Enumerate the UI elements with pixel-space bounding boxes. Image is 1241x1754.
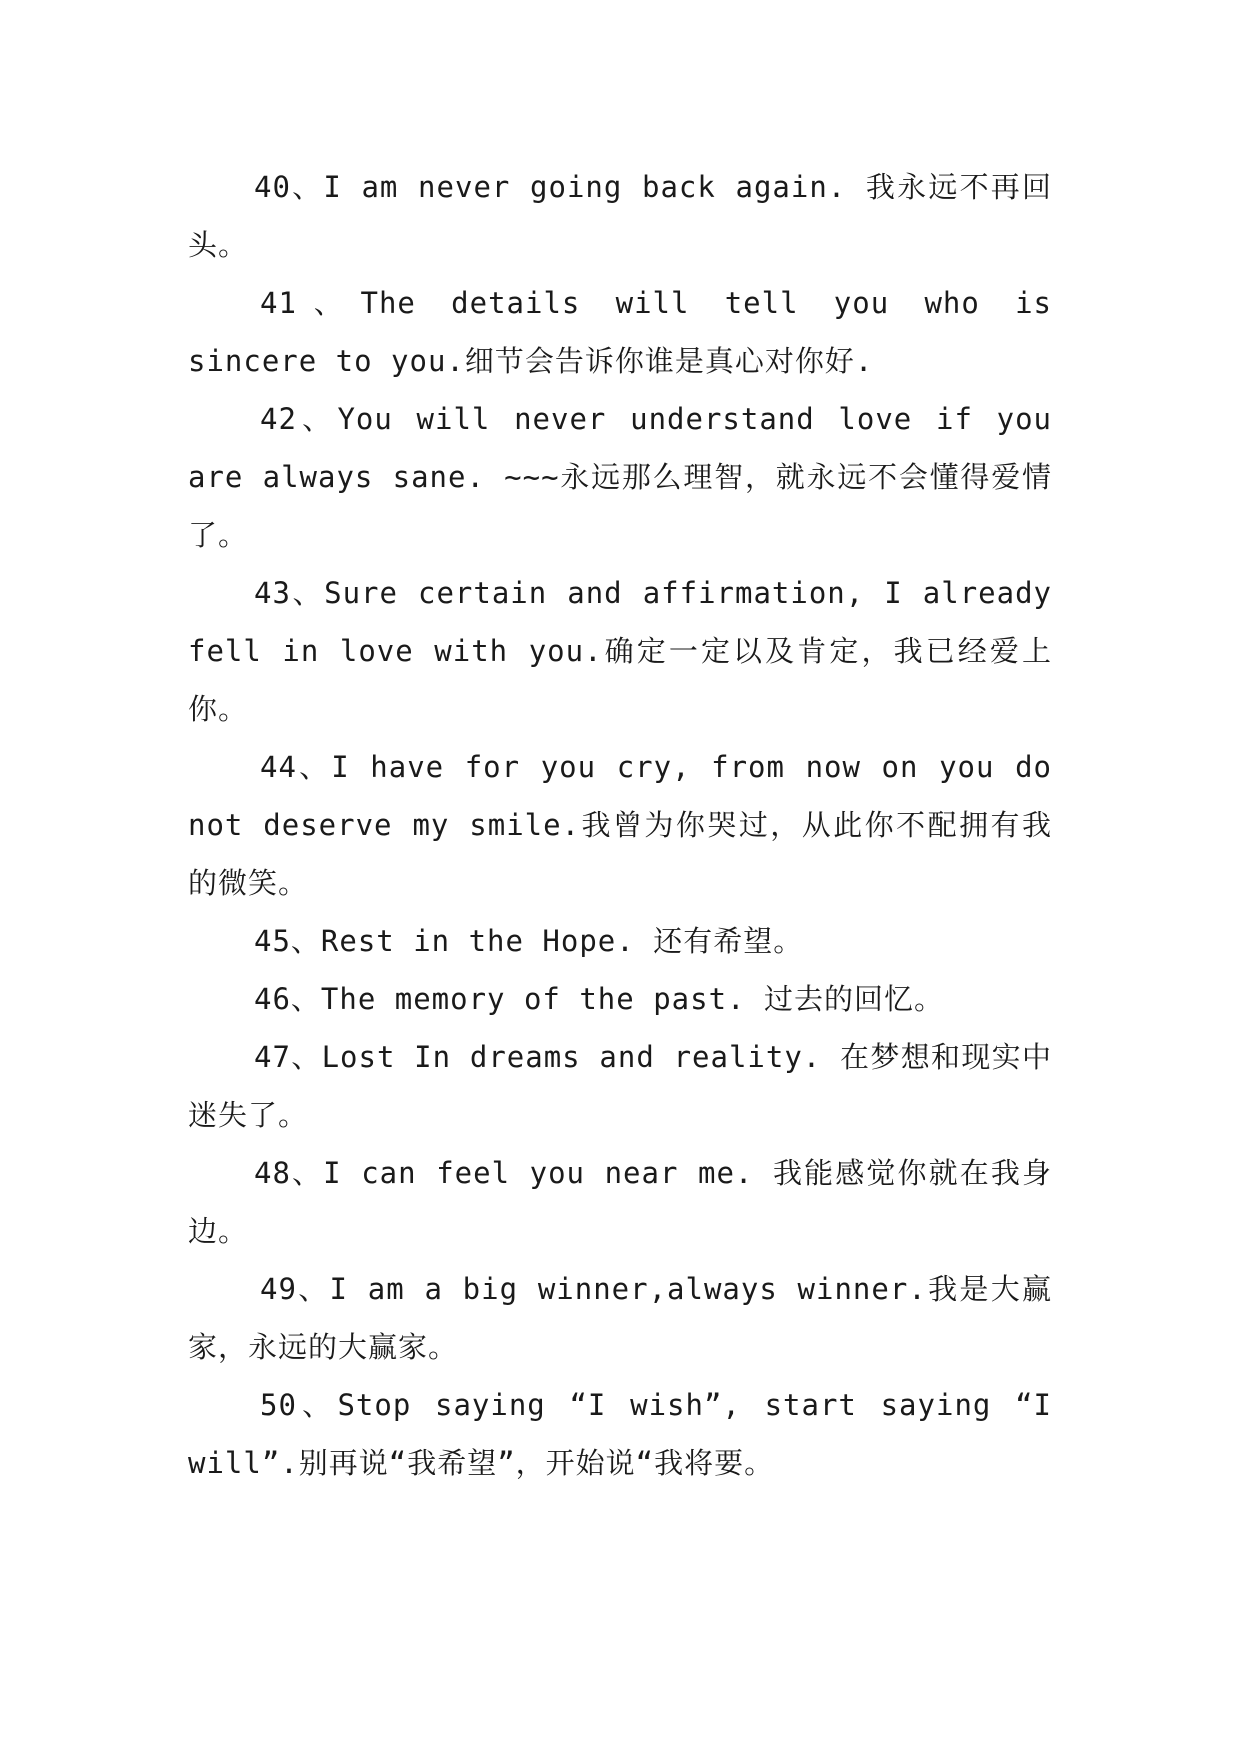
- paragraph-45: 45、Rest in the Hope. 还有希望。: [254, 924, 804, 958]
- paragraph-50: 50、Stop saying “I wish”, start saying “I will”.别再说“我希望”，开始说“我将要。: [188, 1388, 1052, 1480]
- paragraph-44: 44、I have for you cry, from now on you do not deserve my smile.我曾为你哭过，从此你不配拥有我的微笑。: [188, 750, 1052, 900]
- paragraph-49: 49、I am a big winner,always winner.我是大赢家，永远的大赢家。: [188, 1272, 1052, 1364]
- paragraph-43: 43、Sure certain and affirmation, I already fell in love with you.确定一定以及肯定，我已经爱上你。: [188, 576, 1052, 726]
- paragraph-46: 46、The memory of the past. 过去的回忆。: [254, 982, 944, 1016]
- paragraph-41: 41、The details will tell you who is sincere to you.细节会告诉你谁是真心对你好.: [188, 286, 1052, 378]
- paragraph-42: 42、You will never understand love if you are always sane. ~~~永远那么理智，就永远不会懂得爱情了。: [188, 402, 1052, 552]
- paragraph-47: 47、Lost In dreams and reality. 在梦想和现实中迷失了。: [188, 1040, 1052, 1132]
- document-body: [188, 158, 1052, 1492]
- paragraph-48: 48、I can feel you near me. 我能感觉你就在我身边。: [188, 1156, 1052, 1248]
- paragraph-40: 40、I am never going back again. 我永远不再回头。: [188, 170, 1052, 262]
